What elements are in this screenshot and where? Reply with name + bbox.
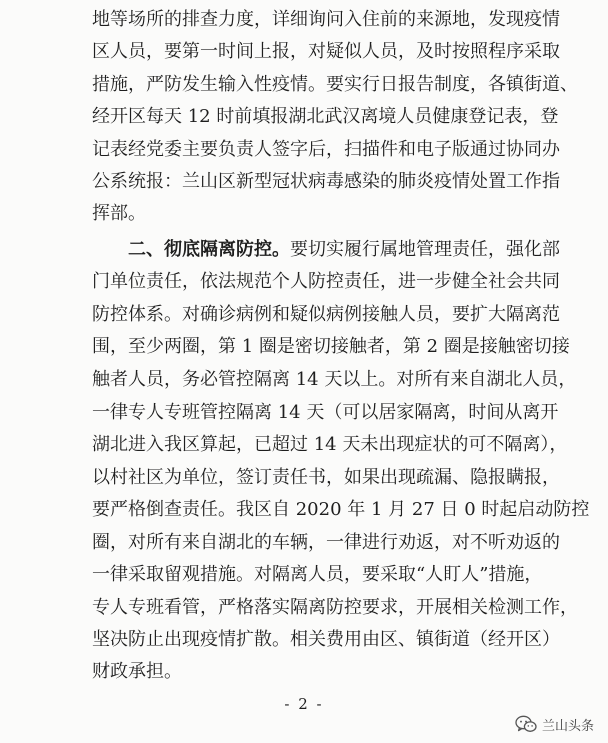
paragraph-line: 防控体系。对确诊病例和疑似病例接触人员，要扩大隔离范 bbox=[92, 304, 560, 325]
source-watermark bbox=[515, 712, 594, 736]
paragraph-line: 挥部。 bbox=[92, 203, 146, 224]
paragraph-line: 一律专人专班管控隔离 14 天（可以居家隔离，时间从离开 bbox=[92, 402, 559, 423]
paragraph-line: 要严格倒查责任。我区自 2020 年 1 月 27 日 0 时起启动防控 bbox=[92, 499, 590, 520]
wechat-icon bbox=[515, 715, 537, 733]
paragraph-line: 措施，严防发生输入性疫情。要实行日报告制度，各镇街道、 bbox=[92, 74, 578, 95]
section-first-line-text: 要切实履行属地管理责任，强化部 bbox=[290, 239, 560, 260]
paragraph-line: 湖北进入我区算起，已超过 14 天未出现症状的可不隔离）， bbox=[92, 434, 568, 455]
paragraph-line: 公系统报：兰山区新型冠状病毒感染的肺炎疫情处置工作指 bbox=[92, 171, 560, 192]
paragraph-line: 区人员，要第一时间上报，对疑似人员，及时按照程序采取 bbox=[92, 41, 560, 62]
paragraph-line: 地等场所的排查力度，详细询问入住前的来源地，发现疫情 bbox=[92, 9, 560, 30]
paragraph-line: 专人专班看管，严格落实隔离防控要求，开展相关检测工作， bbox=[92, 597, 578, 618]
paragraph-line: 财政承担。 bbox=[92, 661, 182, 682]
paragraph-line: 圈，对所有来自湖北的车辆，一律进行劝返，对不听劝返的 bbox=[92, 532, 560, 553]
paragraph-line: 围，至少两圈，第 1 圈是密切接触者，第 2 圈是接触密切接 bbox=[92, 336, 570, 357]
paragraph-line: 触者人员，务必管控隔离 14 天以上。对所有来自湖北人员， bbox=[92, 369, 577, 390]
page-number: - 2 - bbox=[284, 695, 324, 713]
paragraph-line: 坚决防止出现疫情扩散。相关费用由区、镇街道（经开区） bbox=[92, 629, 560, 650]
section-first-line bbox=[128, 234, 560, 266]
paragraph-line: 门单位责任，依法规范个人防控责任，进一步健全社会共同 bbox=[92, 271, 560, 292]
section-heading: 二、彻底隔离防控。 bbox=[128, 239, 290, 260]
watermark-text: 兰山头条 bbox=[541, 718, 594, 734]
paragraph-line: 以村社区为单位，签订责任书，如果出现疏漏、隐报瞒报， bbox=[92, 467, 560, 488]
paragraph-line: 记表经党委主要负责人签字后，扫描件和电子版通过协同办 bbox=[92, 139, 560, 160]
paragraph-line: 一律采取留观措施。对隔离人员，要采取“人盯人”措施， bbox=[92, 564, 543, 585]
paragraph-line: 经开区每天 12 时前填报湖北武汉离境人员健康登记表，登 bbox=[92, 106, 559, 127]
